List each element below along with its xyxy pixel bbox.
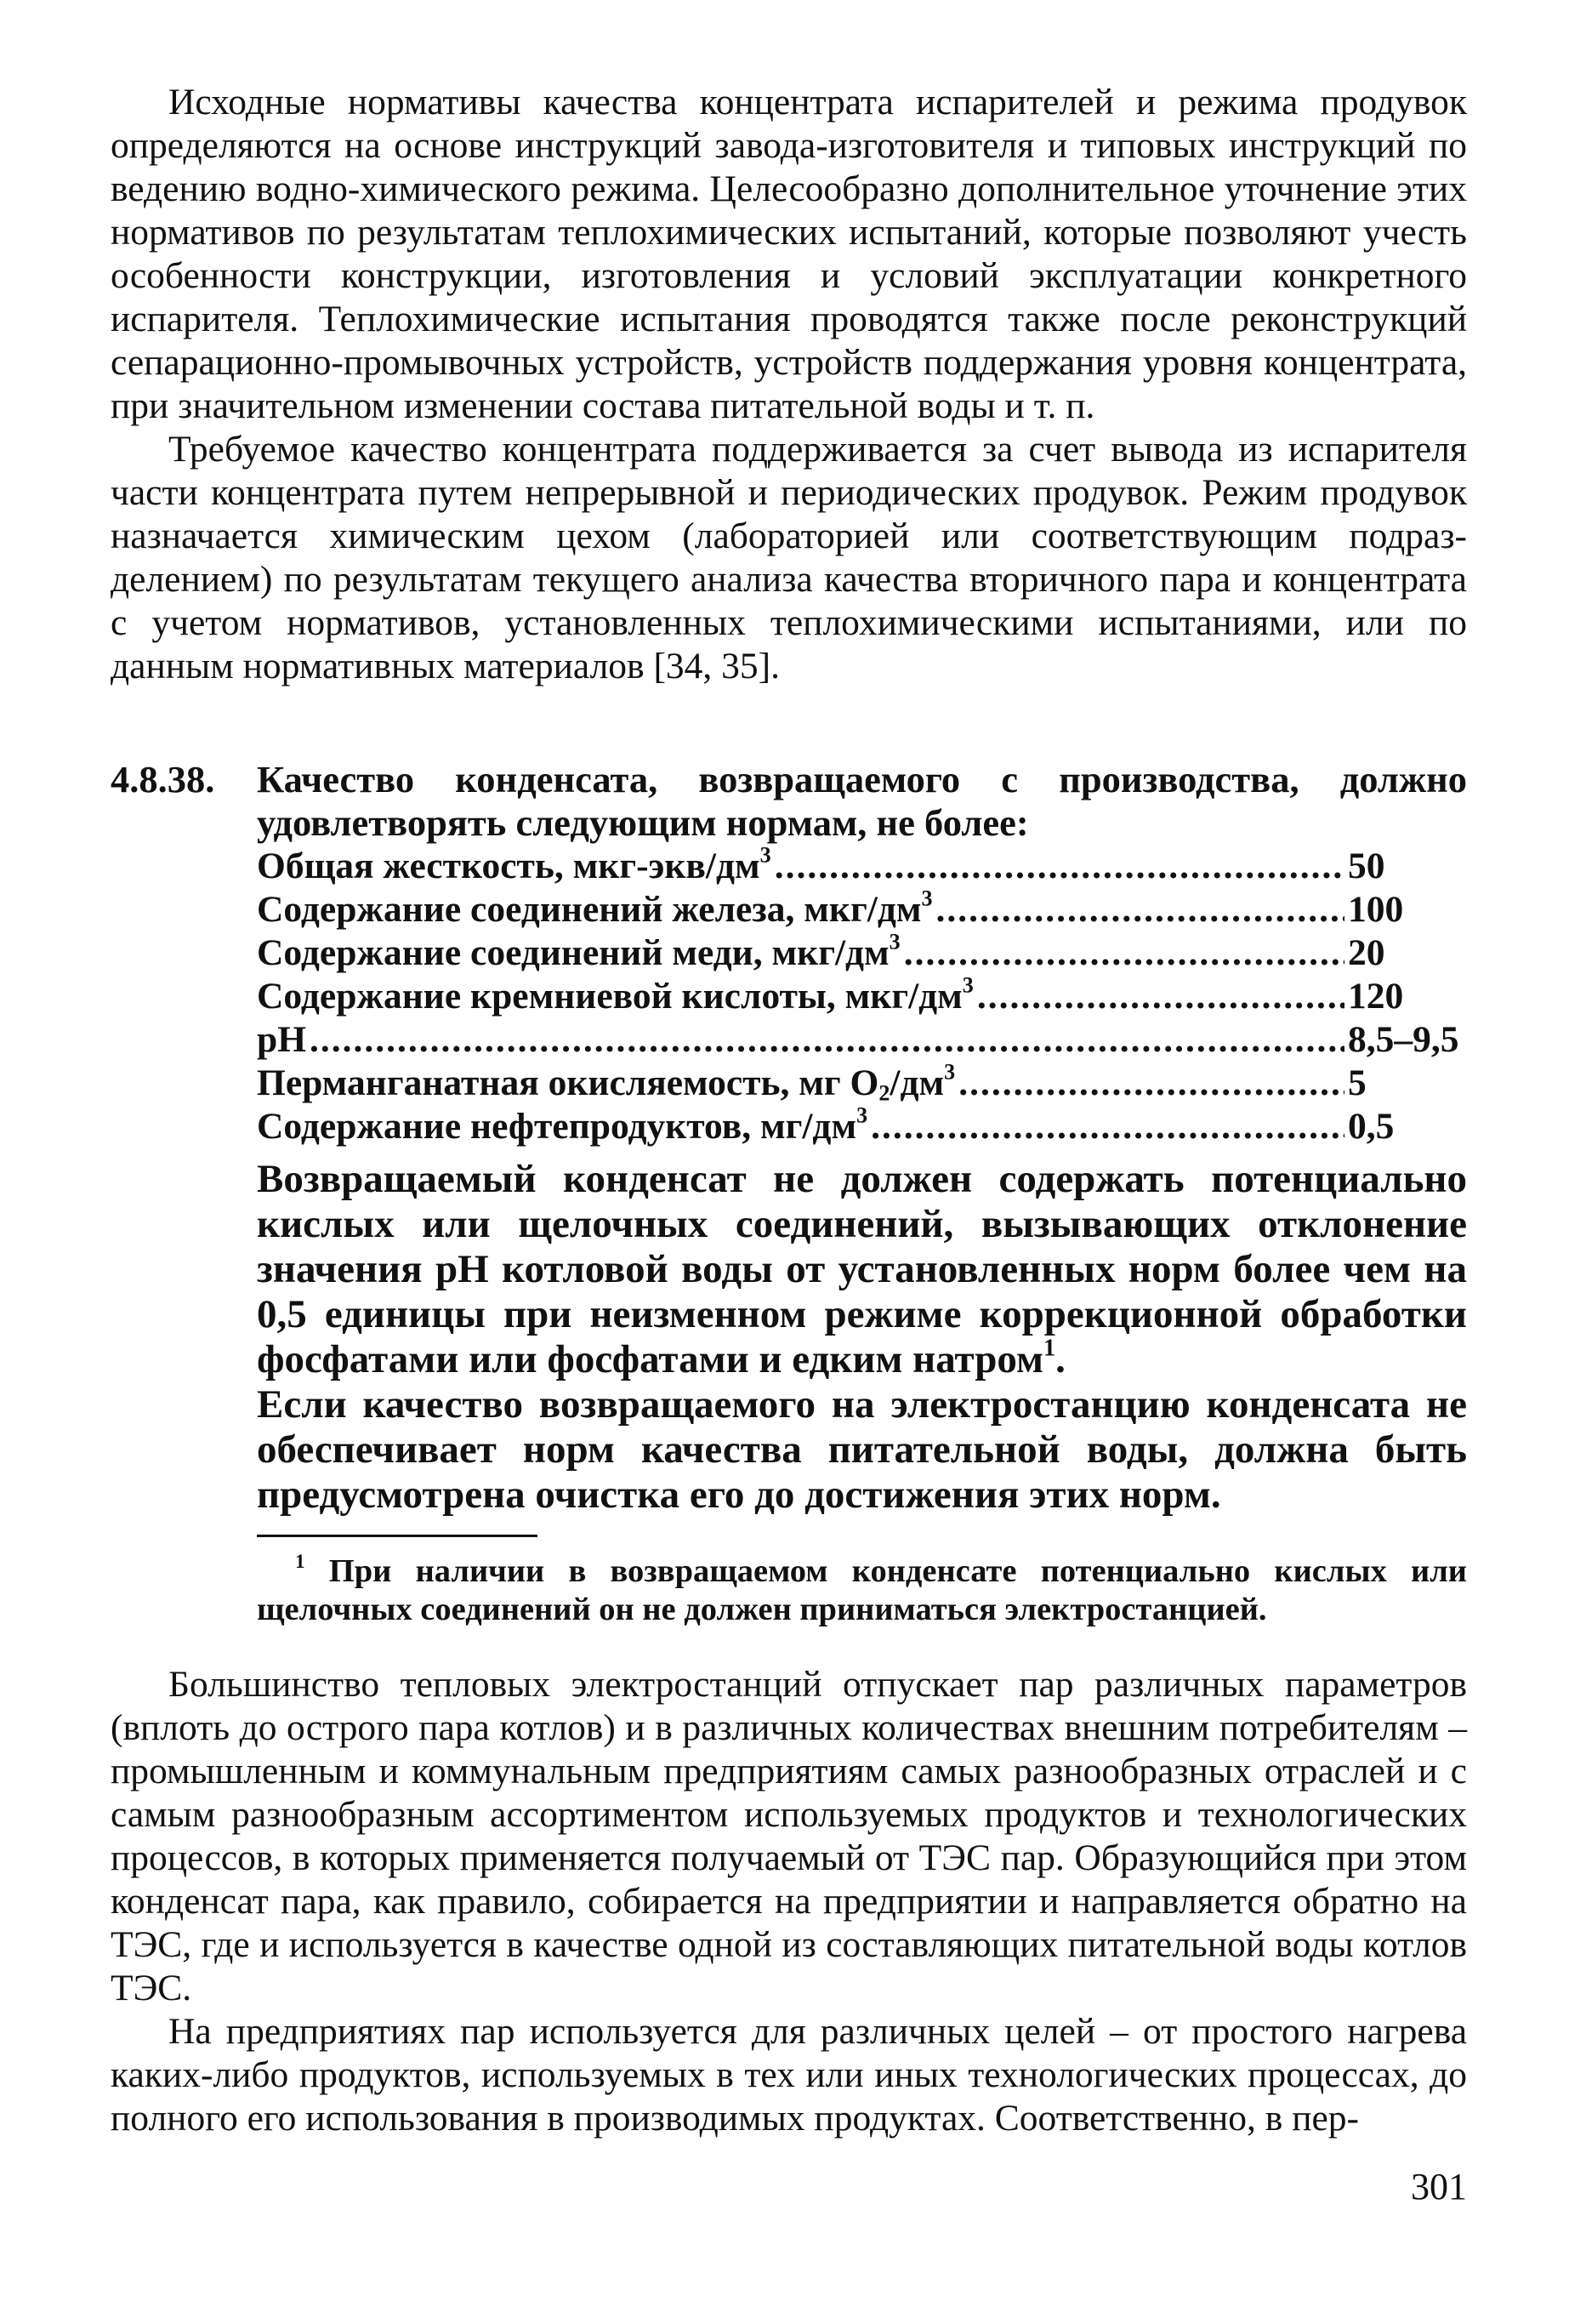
norm-value: 120	[1348, 976, 1404, 1017]
norm-label: Содержание соединений меди, мкг/$дм^3$	[257, 929, 901, 973]
leader-dots	[936, 888, 1345, 931]
norm-value: 0,5	[1348, 1106, 1395, 1147]
paragraph-body-2: На предприятиях пар используется для различных целей – от простого нагрева каких-либо продуктов, используемых в тех или иных технологических процессах, до полного его использования в производимых продуктах. Соответственно, в пер-	[111, 2011, 1467, 2139]
section-paragraph-1: Возвращаемый конденсат не должен содержать потенциально кислых или щелочных соединений, вызывающих отклонение значения рН котловой воды от установленных норм более чем на 0,5 единицы при неизменном режиме коррекционной обработки фосфатами или фосфатами и едким натром$^1$.	[257, 1157, 1467, 1381]
norm-value: 20	[1348, 932, 1385, 973]
norm-value: 50	[1348, 846, 1385, 886]
footnote-divider	[257, 1535, 537, 1537]
norm-label: Перманганатная окисляемость, мг $О_2/дм^3$	[257, 1059, 956, 1106]
norm-row-ph	[257, 1018, 1467, 1062]
norm-value: 100	[1348, 889, 1404, 930]
section-4-8-38	[111, 758, 1467, 1629]
norm-row-oil-products	[257, 1102, 1467, 1148]
norm-value: 5	[1348, 1062, 1367, 1103]
norm-label: Содержание соединений железа, мкг/$дм^3$	[257, 886, 933, 930]
norm-label: рН	[257, 1019, 307, 1060]
page-number: 301	[1411, 2166, 1467, 2207]
norm-row-copper	[257, 931, 1467, 975]
norm-label: Общая жесткость, мкг-$экв/дм^3$	[257, 842, 771, 886]
paragraph-intro-1: Исходные нормативы качества концентрата испарителей и режима продувок определяются на основе инструкций завода-изготовителя и типовых инструкций по ведению водно-химического режима. Целесообразно дополнительное уточнение этих нормативов по результатам теплохимических испытаний, которые позволяют учесть особенности конструкции, изготовления и условий эксплуатации конкретного испарителя. Теплохимические испытания проводятся также после реконструкций сепарационно-промывочных устройств, устройств поддержания уровня концентрата, при значительном изменении состава питательной воды и т. п.	[111, 82, 1467, 426]
section-number: 4.8.38.	[111, 758, 215, 800]
leader-dots	[310, 1018, 1344, 1062]
norms-list	[257, 842, 1467, 1148]
leader-dots	[958, 1062, 1344, 1105]
paragraph-intro-2: Требуемое качество концентрата поддерживается за счет вывода из испарителя части концентрата путем непрерывной и периодических продувок. Режим продувок назначается химическим цехом (лабораторией или соответствующим подразделением) по результатам текущего анализа качества вторичного пара и концентрата с учетом нормативов, установленных теплохимическими испытаниями, или по данным нормативных материалов [34, 35].	[111, 429, 1467, 686]
norm-row-iron	[257, 888, 1467, 931]
norm-row-silicic-acid	[257, 972, 1467, 1018]
footnote: $^1$ При наличии в возвращаемом конденсате потенциально кислых или щелочных соединений он не должен приниматься электростанцией.	[257, 1549, 1467, 1627]
section-paragraph-2: Если качество возвращаемого на электростанцию конденсата не обеспечивает норм качества питательной воды, должна быть предусмотрена очистка его до достижения этих норм.	[257, 1382, 1467, 1517]
page-content	[111, 81, 1467, 2140]
paragraph-body-1: Большинство тепловых электростанций отпускает пар различных параметров (вплоть до острого пара котлов) и в различных количествах внешним потребителям – промышленным и коммунальным предприятиям самых разнообразных отраслей и с самым разнообразным ассортиментом используемых продуктов и технологических процессов, в которых применяется получаемый от ТЭС пар. Образующийся при этом конденсат пара, как правило, собирается на предприятии и направляется обратно на ТЭС, где и используется в качестве одной из составляющих питательной воды котлов ТЭС.	[111, 1664, 1467, 2008]
leader-dots	[871, 1105, 1344, 1148]
leader-dots	[775, 845, 1344, 888]
footnote-ref: 1	[1043, 1335, 1056, 1362]
norm-row-hardness	[257, 842, 1467, 888]
norm-value: 8,5–9,5	[1348, 1019, 1459, 1060]
norm-label: Содержание кремниевой кислоты, мкг/$дм^3$	[257, 972, 974, 1017]
leader-dots	[977, 975, 1344, 1018]
section-title: Качество конденсата, возвращаемого с производства, должно удовлетворять следующим нормам, не более:	[257, 758, 1467, 844]
norm-row-permanganate	[257, 1059, 1467, 1106]
norm-label: Содержание нефтепродуктов, $мг/дм^3$	[257, 1102, 868, 1147]
leader-dots	[904, 931, 1344, 975]
